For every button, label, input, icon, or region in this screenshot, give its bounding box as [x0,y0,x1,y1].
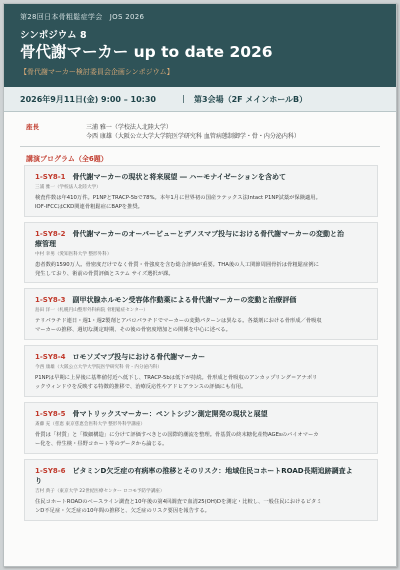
talk-speaker: 三浦 雅一（学校法人北陸大学） [35,185,101,190]
session-separator: | [182,94,185,103]
talk-title: ビタミンD欠乏症の有病率の推移とそのリスク：地域住民コホートROAD長期追跡調査よ [72,467,353,475]
program-label: 講演プログラム（全6題） [26,155,108,163]
talk-card-6 [24,459,378,521]
talk-title: 骨マトリックスマーカー：ペントシジン測定開発の現状と展望 [72,410,268,418]
talk-abstract-line: 発生しており、術前の骨質評価とステム サイズ選択が課。 [35,271,174,277]
talk-abstract-line: P1NPは早期に上昇後に基準値付近へ低下し、TRACP-5bは低下が持続。骨形成と骨吸収のアンカップリング＝アナボリ [35,375,318,381]
program-page [3,3,397,567]
talk-abstract-line: IOF-IFCCはCKD関連骨粗鬆症にBAPを推奨。 [35,204,143,210]
talk-code: 1-SY8-1 [35,173,66,181]
talk-card-3 [24,288,378,340]
talk-title-cont: り [35,477,42,485]
talk-code: 1-SY8-2 [35,230,66,238]
symposium-number: シンポジウム 8 [20,30,87,41]
talk-abstract-line: 検査件数は年410万件。P1NPとTRACP-5bで78%。本年1月に世界初の国産ラテックス法Intact P1NP試薬が保険適用。 [35,195,321,201]
talk-heading [35,466,353,476]
talk-speaker: 斎藤 充（慈恵 東京慈恵会医科大学 整形外科学講座） [35,422,146,427]
chairs-label: 座長 [26,123,39,131]
talk-card-5 [24,402,378,454]
talk-code: 1-SY8-5 [35,410,66,418]
talk-code: 1-SY8-3 [35,296,66,304]
section-divider [20,146,380,147]
talk-abstract-line: ックウィンドウを反映する特徴的推移で、治療反応性やアドヒアランスの評価にも有用。 [35,384,247,390]
talk-title: 骨代謝マーカーのオーバービューとデノスマブ投与における骨代謝マーカーの変動と治 [72,230,345,238]
page-title: 骨代謝マーカー up to date 2026 [20,43,273,61]
talk-abstract-line: ー化を、骨生検・昼野コホート等のデータから論じる。 [35,441,168,447]
conference-name: 第28回日本骨粗鬆症学会 JOS 2026 [20,13,145,21]
talk-heading [35,172,286,182]
talk-card-1 [24,165,378,217]
talk-abstract-line: 住民コホートROADのベースライン調査と10年後の第4回調査で血清25(OH)Dを測定・比較し、一般住民におけるビタミ [35,499,322,505]
chair-1: 三浦 雅一（学校法人北陸大学） [86,124,172,131]
talk-heading [35,295,296,305]
talk-abstract-line: マーカーの推移、週切な測定時期、その後の骨密度増加との関係を中心に述べる。 [35,327,231,333]
talk-abstract-line: 骨質は「材質」と「微細構造」に分けて評価すべきとの国際的潮流を整理。骨基質の終末糖化産物AGEsのバイオマーカ [35,432,319,438]
talk-heading [35,229,344,239]
page-header [4,4,396,87]
talk-title-cont: 療管理 [35,240,56,248]
talk-abstract-line: ンD不足症・欠乏症の10年間の推移と、欠乏症のリスク要因を報告する。 [35,508,210,514]
talk-abstract-line: テリパラチド連日・週1・週2製剤とアバロパラチドでマーカーの変動パターンは異なる。各薬剤における骨形成／骨吸収 [35,318,322,324]
talk-card-2 [24,222,378,283]
talk-card-4 [24,345,378,397]
talk-heading [35,352,205,362]
page-subtitle: 【骨代謝マーカー検討委員会企画シンポジウム】 [20,68,174,76]
talk-speaker: 吉村 典子（東京大学 22世紀医療センター ロコモ予防学講座） [35,489,165,494]
session-date: 2026年9月11日(金) 9:00 – 10:30 [20,95,156,104]
talk-heading [35,409,268,419]
talk-speaker: 今西 康雄（大阪公立大学大学院医学研究科 骨・内分泌内科） [35,365,162,370]
talk-title: 副甲状腺ホルモン受容体作動薬による骨代謝マーカーの変動と治療評価 [72,296,297,304]
talk-code: 1-SY8-6 [35,467,66,475]
session-venue: 第3会場（2F メインホールB） [194,95,308,104]
talk-code: 1-SY8-4 [35,353,66,361]
talk-title: ロモソズマブ投与における骨代謝マーカー [72,353,206,361]
talk-speaker: 中村 幸男（愛知医科大学 整形外科） [35,252,112,257]
talk-abstract-line: 患者数約1590万人。骨密度だけでなく骨質・骨強度を含む総合評価が重要。THA後の人工関節周囲骨折は骨粗鬆症例に [35,262,319,268]
talk-title: 骨代謝マーカーの現状と将来展望 ― ハーモナイゼーションを含めて [72,173,287,181]
session-info-bar [4,87,396,112]
talk-speaker: 島田 洋一（札幌円山整形外科病院 骨粗鬆症センター） [35,308,148,313]
chair-2: 今西 康雄（大阪公立大学大学院医学研究科 血管病態制御学・骨・内分泌内科） [86,133,300,140]
